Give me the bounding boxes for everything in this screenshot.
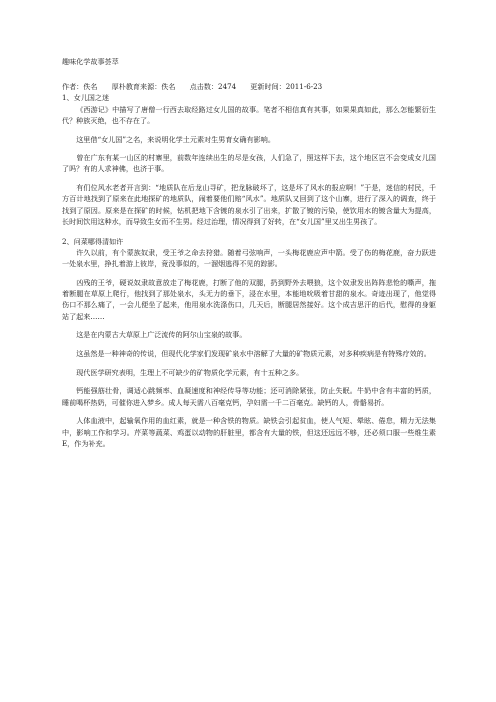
paragraph: 有们位风水老者开言到：“地质队在后龙山寻矿，把龙脉破坏了，这是坏了风水的报应啊！”于是，迷信的村民，千方百计地找到了原来在此地探矿的地质队，闹着要他们赔“风水”。地质队又回到了这个山寨，进行了深入的调查，终于找到了原因。原来是在探矿的时候，钻机把地下含镀的泉水引了出来，扩散了镀的污染，使饮用水的镀含量大为提高，长时间饮用这种水，而导致生女而不生男。经过治理，情况得到了好转，在“女儿国”里又出生男孩了。: [62, 183, 436, 226]
section-heading-1: 1、女儿国之迷: [62, 93, 110, 103]
paragraph: 这是在内蒙古大草原上广泛流传的阿尔山宝泉的故事。: [76, 330, 247, 340]
paragraph: 这虽然是一种神奇的传说，但现代化学家们发现矿泉水中溶解了大量的矿物质元素，对多种疾病是有特殊疗效的。: [76, 349, 431, 359]
document-page: [62, 56, 436, 456]
document-title: 趣味化学故事荟萃: [62, 57, 119, 66]
paragraph: 《西游记》中描写了唐僧一行西去取经路过女儿国的故事。笔者不相信真有其事，如果果真如此，那么怎能繁衍生代？种族灭绝，也不存在了。: [62, 104, 436, 125]
paragraph: 许久以前，有个蒙族奴隶，受王爷之命去狩猎。随着弓弦响声，一头梅花鹿应声中箭。受了伤的梅花鹿，奋力跃进一处泉水里，挣扎着游上彼岸，竟没事似的，一溜烟逃得不见的踪影。: [62, 248, 436, 269]
paragraph: 曾在广东有某一山区的村寨里，前数年连续出生的尽是女孩，人们急了，照这样下去，这个地区岂不会变成女儿国了吗？有的人求神佛，也济于事。: [62, 153, 436, 174]
paragraph: 钙能强筋壮骨，调适心跳频率、血凝速度和神经传导等功能；还可消除紧张，防止失眠。牛奶中含有丰富的钙质，睡前喝杯热奶，可催你进入梦乡。成人每天需八百毫克钙，孕妇需一千二百毫克。缺钙的人，骨骼易折。: [62, 386, 436, 407]
paragraph: 人体血液中，起输氧作用的血红素，就是一种含铁的物质。缺铁会引起贫血，使人气短、晕眩、倦怠，精力无法集中，影响工作和学习。芹菜等蔬菜、鸡蛋以动物的肝脏里，都含有大量的铁，但这还远远不够，还必须口服一些维生素 E，作为补充。: [62, 416, 436, 448]
paragraph: 凶残的王爷，硬说奴隶故意放走了梅花鹿，打断了他的双腿，扔到野外去喂狼，这个奴隶发出阵阵悲怆的嘶声，拖着断腿在草原上爬行，他找到了那处泉水，头无力的垂下，浸在水里，本能地吮吸着甘甜的泉水。奇迹出现了，他觉得伤口不那么痛了，一会儿便坐了起来，他用泉水洗涤伤口，几天后，断腿居然接好。这个成吉思汗的后代，慰得的身躯站了起来……: [62, 278, 436, 321]
paragraph: 现代医学研究表明，生理上不可缺少的矿物质化学元素，有十五种之多。: [76, 367, 304, 377]
section-spacer: [62, 227, 436, 236]
article-meta: 作者：佚名 厚朴教育来源：佚名 点击数：2474 更新时间：2011-6-23: [62, 82, 323, 92]
section-heading-2: 2、问菜哪得清如许: [62, 236, 124, 246]
paragraph: 这里借“女儿国”之名，来说明化学土元素对生男育女确有影响。: [76, 134, 275, 144]
